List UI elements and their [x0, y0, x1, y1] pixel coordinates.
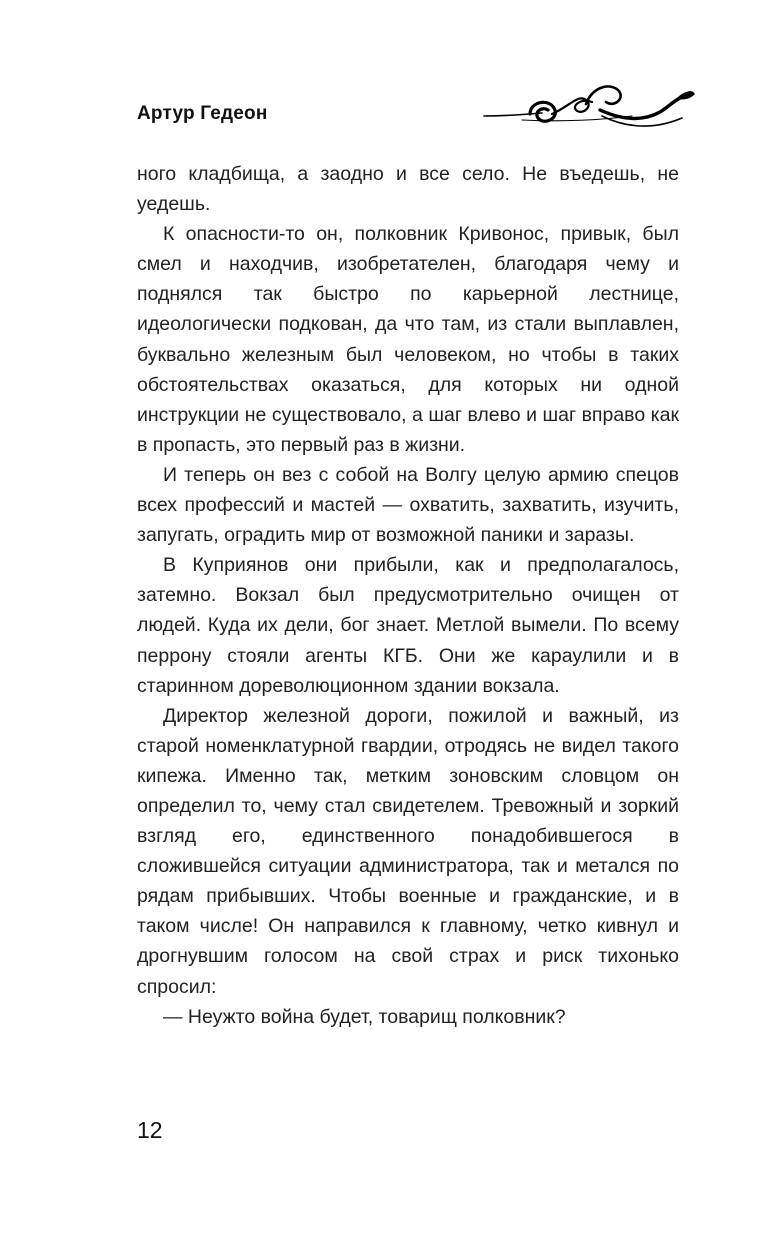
decorative-flourish-icon [482, 76, 696, 136]
page-number: 12 [137, 1117, 163, 1143]
paragraph: К опасности-то он, полковник Кривонос, привык, был смел и находчив, изобретателен, благодаря чему и поднялся так быстро по карьерной лестнице, идеологически подкован, да что там, из стали выплавлен, буквально железным был человеком, но чтобы в таких обстоятельствах оказаться, для которых ни одной инструкции не существовало, а шаг влево и шаг вправо как в пропасть, это первый раз в жизни. [137, 223, 679, 456]
paragraph: И теперь он вез с собой на Волгу целую армию спецов всех профессий и мастей — охватить, захватить, изучить, запугать, оградить мир от возможной паники и заразы. [137, 463, 679, 547]
body-text [137, 159, 679, 1032]
paragraph: В Куприянов они прибыли, как и предполагалось, затемно. Вокзал был предусмотрительно очищен от людей. Куда их дели, бог знает. Метлой вымели. По всему перрону стояли агенты КГБ. Они же караулили и в старинном дореволюционном здании вокзала. [137, 554, 679, 697]
paragraph: ного кладбища, а заодно и все село. Не въедешь, не уедешь. [137, 163, 679, 216]
running-header-author: Артур Гедеон [137, 103, 268, 124]
paragraph: Директор железной дороги, пожилой и важный, из старой номенклатурной гвардии, отродясь не видел такого кипежа. Именно так, метким зоновским словцом он определил то, чему стал свидетелем. Тревожный и зоркий взгляд его, единственного понадобившегося в сложившейся ситуации администратора, так и метался по рядам прибывших. Чтобы военные и гражданские, и в таком числе! Он направился к главному, четко кивнул и дрогнувшим голосом на свой страх и риск тихонько спросил: [137, 704, 679, 998]
dialogue-line: — Неужто война будет, товарищ полковник? [163, 1005, 566, 1028]
